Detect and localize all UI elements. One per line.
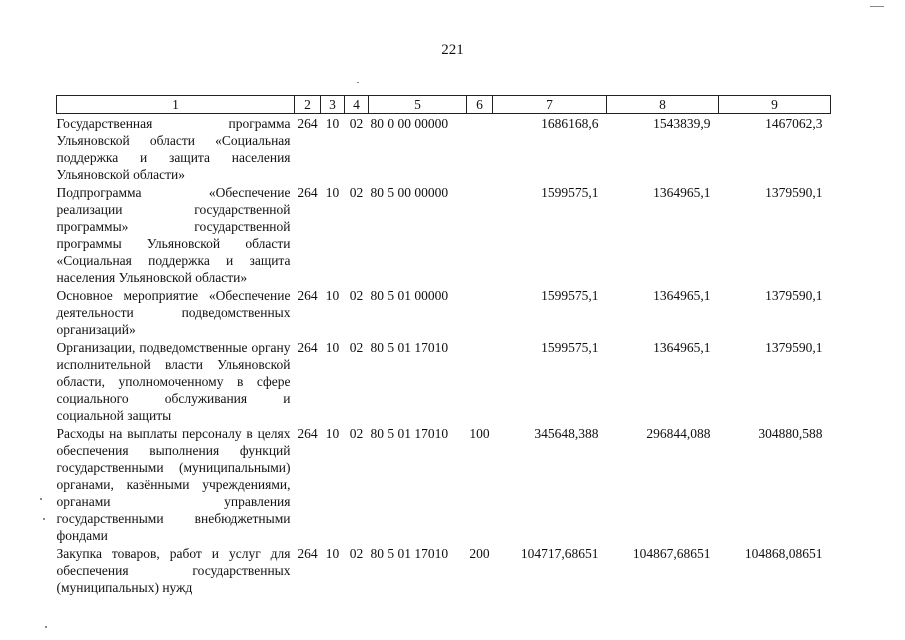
- header-col-8: 8: [607, 96, 719, 114]
- header-col-3: 3: [321, 96, 345, 114]
- row-c8: 104867,68651: [632, 546, 711, 561]
- row-c4: 02: [349, 546, 364, 561]
- row-c5: 80 0 00 00000: [370, 116, 449, 131]
- row-c6: [467, 286, 493, 338]
- table-row: [57, 183, 831, 286]
- row-c2: 264: [297, 288, 318, 303]
- table-row: [57, 286, 831, 338]
- row-c4: 02: [349, 185, 364, 200]
- row-c3: 10: [325, 426, 340, 441]
- row-c2: 264: [297, 426, 318, 441]
- row-c7: 1599575,1: [541, 340, 599, 355]
- row-c7: 1599575,1: [541, 288, 599, 303]
- row-c7: 345648,388: [534, 426, 599, 441]
- row-c6: [467, 183, 493, 286]
- row-c9: 1379590,1: [765, 288, 823, 303]
- row-c3: 10: [325, 116, 340, 131]
- row-c8: 1543839,9: [653, 116, 711, 131]
- table-row: [57, 424, 831, 544]
- scan-speck: [870, 6, 884, 7]
- row-c6: [467, 338, 493, 424]
- scan-speck: [45, 626, 47, 628]
- header-col-7: 7: [493, 96, 607, 114]
- header-col-9: 9: [719, 96, 831, 114]
- row-c3: 10: [325, 185, 340, 200]
- row-name: Основное мероприятие «Обеспечение деятельности подведомственных организаций»: [56, 288, 291, 337]
- row-c5: 80 5 00 00000: [370, 185, 449, 200]
- table-row: [57, 544, 831, 596]
- header-col-1: 1: [57, 96, 295, 114]
- row-c8: 1364965,1: [653, 340, 711, 355]
- header-col-5: 5: [369, 96, 467, 114]
- row-c9: 1467062,3: [765, 116, 823, 131]
- budget-table: [56, 95, 831, 596]
- row-c9: 304880,588: [758, 426, 823, 441]
- scan-speck: [357, 82, 359, 83]
- row-c3: 10: [325, 340, 340, 355]
- row-c8: 1364965,1: [653, 185, 711, 200]
- row-c9: 104868,08651: [744, 546, 823, 561]
- table-row: [57, 114, 831, 184]
- header-col-2: 2: [295, 96, 321, 114]
- row-name: Расходы на выплаты персоналу в целях обеспечения выполнения функций государственными (муниципальными) органами, казёнными учреждениями, органами управления государственными внебюджетными фондами: [56, 426, 291, 543]
- scan-speck: [43, 518, 45, 520]
- row-name: Организации, подведомственные органу исполнительной власти Ульяновской области, уполномоченному в сфере социального обслуживания и социальной защиты: [56, 340, 291, 423]
- row-c6: 200: [469, 546, 490, 561]
- header-col-6: 6: [467, 96, 493, 114]
- row-c3: 10: [325, 546, 340, 561]
- row-c9: 1379590,1: [765, 185, 823, 200]
- row-c5: 80 5 01 17010: [370, 340, 449, 355]
- page-number: 221: [441, 42, 464, 58]
- row-c5: 80 5 01 00000: [370, 288, 449, 303]
- row-name: Подпрограмма «Обеспечение реализации государственной программы» государственной программы Ульяновской области «Социальная поддержка и защита населения Ульяновской области»: [56, 185, 291, 285]
- row-c2: 264: [297, 546, 318, 561]
- row-c4: 02: [349, 288, 364, 303]
- row-c3: 10: [325, 288, 340, 303]
- row-c9: 1379590,1: [765, 340, 823, 355]
- row-c7: 104717,68651: [520, 546, 599, 561]
- row-c5: 80 5 01 17010: [370, 546, 449, 561]
- row-c7: 1599575,1: [541, 185, 599, 200]
- row-c8: 296844,088: [646, 426, 711, 441]
- scan-speck: [40, 498, 42, 500]
- row-c8: 1364965,1: [653, 288, 711, 303]
- header-col-4: 4: [345, 96, 369, 114]
- row-c5: 80 5 01 17010: [370, 426, 449, 441]
- row-c4: 02: [349, 116, 364, 131]
- row-c6: [467, 114, 493, 184]
- row-c4: 02: [349, 340, 364, 355]
- row-c4: 02: [349, 426, 364, 441]
- header-row: [57, 96, 831, 114]
- row-name: Закупка товаров, работ и услуг для обеспечения государственных (муниципальных) нужд: [56, 546, 291, 595]
- row-c6: 100: [469, 426, 490, 441]
- row-name: Государственная программа Ульяновской области «Социальная поддержка и защита населения Ульяновской области»: [56, 116, 291, 182]
- row-c2: 264: [297, 116, 318, 131]
- row-c7: 1686168,6: [541, 116, 599, 131]
- table-row: [57, 338, 831, 424]
- row-c2: 264: [297, 185, 318, 200]
- row-c2: 264: [297, 340, 318, 355]
